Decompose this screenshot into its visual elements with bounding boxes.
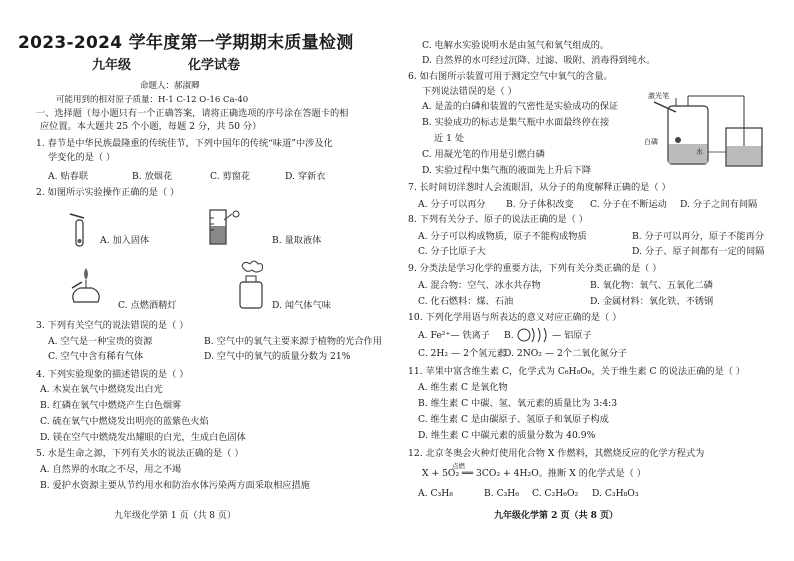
q10-option-a: A. Fe²⁺— 铁离子 <box>418 330 490 341</box>
q9-option-d: D. 金属材料：氧化铁、不锈钢 <box>590 296 714 307</box>
q7-stem: 7. 长时间切洋葱时人会流眼泪，从分子的角度解释正确的是（ ） <box>408 182 671 193</box>
q12-option-c: C. C₂H₆O₂ <box>532 488 579 499</box>
q10-option-b: — 铝原子 <box>552 330 592 341</box>
q12-option-d: D. C₃H₈O₃ <box>592 488 639 499</box>
right-page <box>408 0 782 561</box>
q5-option-a: A. 自然界的水取之不尽，用之不竭 <box>40 464 182 475</box>
exam-title: 2023-2024 学年度第一学期期末质量检测 <box>18 33 354 53</box>
aluminum-atom-diagram-icon <box>516 325 550 345</box>
q4-option-d: D. 镁在空气中燃烧发出耀眼的白光，生成白色固体 <box>40 432 246 443</box>
q9-option-c: C. 化石燃料：煤、石油 <box>418 296 514 307</box>
fig-label-phosphorus: 白磷 <box>644 138 658 146</box>
q12-equation: X + 5O₂ ══ 3CO₂ + 4H₂O。推断 X 的化学式是（ ） <box>422 468 646 479</box>
grade-label: 九年级 <box>92 58 132 73</box>
q4-option-c: C. 硫在氧气中燃烧发出明亮的蓝紫色火焰 <box>40 416 209 427</box>
q9-option-a: A. 混合物：空气、冰水共存物 <box>418 280 541 291</box>
q1-stem-2: 学变化的是（ ） <box>48 152 116 163</box>
q7-option-c: C. 分子在不断运动 <box>590 199 667 210</box>
oxygen-apparatus-figure <box>640 92 775 174</box>
q11-option-d: D. 维生素 C 中碳元素的质量分数为 40.9% <box>418 430 596 441</box>
q3-stem: 3. 下列有关空气的说法错误的是（ ） <box>36 320 189 331</box>
q6-option-c: C. 用凝光笔的作用是引燃白磷 <box>422 149 545 160</box>
q11-option-c: C. 维生素 C 是由碳原子、氢原子和氧原子构成 <box>418 414 609 425</box>
page-footer-right: 九年级化学第 2 页（共 8 页） <box>494 511 619 521</box>
q1-option-d: D. 穿新衣 <box>285 171 326 182</box>
q10-option-b-prefix: B. <box>504 330 514 341</box>
q6-option-b-1: B. 实验成功的标志是集气瓶中水面最终停在接 <box>422 117 610 128</box>
page-footer-left: 九年级化学第 1 页（共 8 页） <box>114 511 236 521</box>
q6-stem: 6. 如右图所示装置可用于测定空气中氧气的含量。 <box>408 71 613 82</box>
q1-option-a: A. 贴春联 <box>48 171 89 182</box>
q4-stem: 4. 下列实验现象的描述错误的是（ ） <box>36 369 189 380</box>
q10-stem: 10. 下列化学用语与所表达的意义对应正确的是（ ） <box>408 312 622 323</box>
alcohol-lamp-icon <box>66 262 106 306</box>
q4-option-a: A. 木炭在氧气中燃烧发出白光 <box>40 384 163 395</box>
q9-option-b: B. 氧化物：氧气、五氧化二磷 <box>590 280 713 291</box>
q5-stem: 5. 水是生命之源，下列有关水的说法正确的是（ ） <box>36 448 244 459</box>
fig-label-laser: 激光笔 <box>648 92 669 100</box>
q12-option-a: A. C₃H₈ <box>418 488 453 499</box>
subject-label: 化学试卷 <box>188 58 241 73</box>
q12-condition: 点燃 <box>452 462 465 470</box>
q11-option-b: B. 维生素 C 中碳、氢、氧元素的质量比为 3:4:3 <box>418 398 618 409</box>
q3-option-d: D. 空气中的氧气的质量分数为 21% <box>204 351 351 362</box>
q2-option-c: C. 点燃酒精灯 <box>118 300 177 311</box>
left-page <box>18 0 400 561</box>
q6-option-d: D. 实验过程中集气瓶的液面先上升后下降 <box>422 165 592 176</box>
q7-option-a: A. 分子可以再分 <box>418 199 486 210</box>
q8-option-d: D. 分子、原子间都有一定的间隔 <box>632 246 765 257</box>
section-instruction-1: 一、选择题（每小题只有一个正确答案，请将正确选项的序号涂在答题卡的相 <box>36 108 349 119</box>
q6-option-a: A. 是盖的白磷和装置的气密性是实验成功的保证 <box>422 101 619 112</box>
q8-option-b: B. 分子可以再分，原子不能再分 <box>632 231 765 242</box>
q4-option-b: B. 红磷在氧气中燃烧产生白色烟雾 <box>40 400 182 411</box>
q9-stem: 9. 分类法是学习化学的重要方法，下列有关分类正确的是（ ） <box>408 263 662 274</box>
q5-option-b: B. 爱护水资源主要从节约用水和防治水体污染两方面采取相应措施 <box>40 480 310 491</box>
q2-option-d: D. 闻气体气味 <box>272 300 331 311</box>
q2-option-a: A. 加入固体 <box>100 235 150 246</box>
fig-label-water: 水 <box>696 148 703 156</box>
q8-stem: 8. 下列有关分子、原子的说法正确的是（ ） <box>408 214 588 225</box>
q7-option-d: D. 分子之间有间隔 <box>680 199 758 210</box>
graduated-cylinder-icon <box>200 206 250 248</box>
q5-option-d: D. 自然界的水可经过沉降、过滤、吸附、消毒得到纯水。 <box>422 55 656 66</box>
q8-option-c: C. 分子比原子大 <box>418 246 486 257</box>
gas-bottle-smell-icon <box>232 258 272 310</box>
q10-option-d: D. 2NO₂ — 2个二氧化氮分子 <box>504 348 628 359</box>
q2-stem: 2. 如图所示实验操作正确的是（ ） <box>36 187 180 198</box>
q1-option-c: C. 剪窗花 <box>210 171 251 182</box>
q12-option-b: B. C₃H₆ <box>484 488 520 499</box>
q3-option-b: B. 空气中的氧气主要来源于植物的光合作用 <box>204 336 382 347</box>
q6-option-b-2: 近 1 处 <box>434 133 465 144</box>
q5-option-c: C. 电解水实验说明水是由氢气和氧气组成的。 <box>422 40 610 51</box>
q3-option-c: C. 空气中含有稀有气体 <box>48 351 144 362</box>
q11-stem: 11. 苹果中富含维生素 C，化学式为 C₆H₈O₆，关于维生素 C 的说法正确的是（ ） <box>408 366 746 377</box>
section-instruction-2: 应位置。本大题共 25 个小题，每题 2 分，共 50 分） <box>40 121 262 132</box>
q8-option-a: A. 分子可以构成物质，原子不能构成物质 <box>418 231 587 242</box>
q11-option-a: A. 维生素 C 是氧化物 <box>418 382 508 393</box>
author-line: 命题人：郝淑卿 <box>140 81 200 91</box>
q2-option-b: B. 量取液体 <box>272 235 322 246</box>
q3-option-a: A. 空气是一种宝贵的资源 <box>48 336 153 347</box>
q12-stem: 12. 北京冬奥会火种灯使用化合物 X 作燃料，其燃烧反应的化学方程式为 <box>408 448 705 459</box>
q6-sub: 下列说法错误的是（ ） <box>422 86 517 97</box>
atomic-masses: 可能用到的相对原子质量：H-1 C-12 O-16 Ca-40 <box>56 95 249 105</box>
q10-option-c: C. 2H₂ — 2个氢元素 <box>418 348 506 359</box>
q1-option-b: B. 放烟花 <box>132 171 173 182</box>
q7-option-b: B. 分子体积改变 <box>506 199 574 210</box>
q1-stem-1: 1. 春节是中华民族最隆重的传统佳节，下列中国年的传统“味道”中涉及化 <box>36 138 333 149</box>
